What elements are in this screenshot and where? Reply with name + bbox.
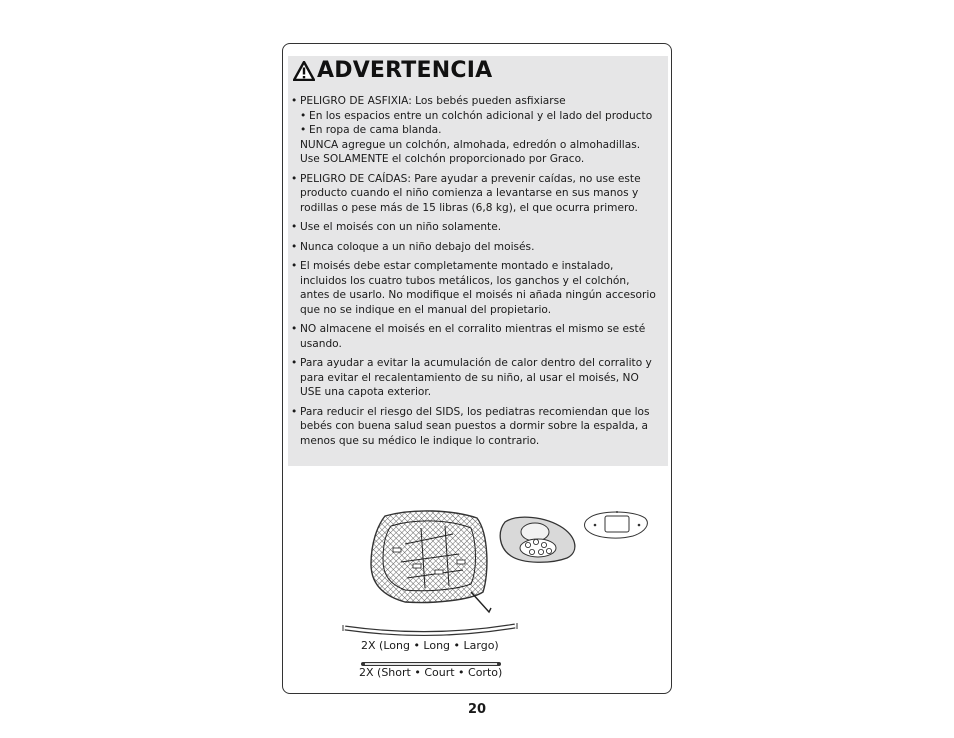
warning-sublist bbox=[300, 109, 662, 138]
parts-illustration bbox=[283, 504, 671, 693]
short-tube-caption: 2X (Short • Court • Corto) bbox=[359, 666, 503, 679]
warning-item-beneath: • Nunca coloque a un niño debajo del moisés. bbox=[288, 240, 668, 255]
warning-item-heat: • Para ayudar a evitar la acumulación de calor dentro del corralito y para evitar el recalentamiento de su niño, al usar el moisés, NO USE una capota exterior. bbox=[288, 356, 668, 400]
sound-unit-image bbox=[500, 517, 575, 562]
warning-subitem: • En ropa de cama blanda. bbox=[300, 123, 662, 138]
bassinet-mesh-image bbox=[371, 511, 491, 612]
warning-item-text: PELIGRO DE ASFIXIA: Los bebés pueden asfixiarse bbox=[300, 95, 566, 107]
page-number: 20 bbox=[467, 702, 487, 717]
warning-item-one-child: • Use el moisés con un niño solamente. bbox=[288, 220, 668, 235]
warning-item-suffocation bbox=[288, 94, 668, 167]
warning-item-falls: • PELIGRO DE CAÍDAS: Pare ayudar a prevenir caídas, no use este producto cuando el niño comienza a levantarse en sus manos y rodillas o pese más de 15 libras (6,8 kg), el que ocurra primero. bbox=[288, 172, 668, 216]
mounting-bracket-image bbox=[585, 511, 648, 538]
warning-title-text: ADVERTENCIA bbox=[317, 58, 493, 83]
warning-item-storage: • NO almacene el moisés en el corralito mientras el mismo se esté usando. bbox=[288, 322, 668, 351]
warning-triangle-icon bbox=[293, 61, 315, 81]
long-tube-image bbox=[343, 623, 517, 634]
warning-list bbox=[288, 94, 668, 453]
warning-item-assembly: • El moisés debe estar completamente montado e instalado, incluidos los cuatro tubos metálicos, los ganchos y el colchón, antes de usarlo. No modifique el moisés ni añada ningún accesorio que no se indique en el manual del propietario. bbox=[288, 259, 668, 317]
long-tube-caption: 2X (Long • Long • Largo) bbox=[361, 639, 499, 652]
parts-drawing bbox=[283, 504, 671, 693]
warning-title bbox=[293, 58, 492, 83]
warning-box bbox=[288, 56, 668, 466]
warning-subitem: • En los espacios entre un colchón adicional y el lado del producto bbox=[300, 109, 662, 124]
warning-item-note: NUNCA agregue un colchón, almohada, edredón o almohadillas. Use SOLAMENTE el colchón proporcionado por Graco. bbox=[300, 138, 641, 166]
manual-panel bbox=[282, 43, 672, 694]
warning-item-sids: • Para reducir el riesgo del SIDS, los pediatras recomiendan que los bebés con buena salud sean puestos a dormir sobre la espalda, a menos que su médico le indique lo contrario. bbox=[288, 405, 668, 449]
